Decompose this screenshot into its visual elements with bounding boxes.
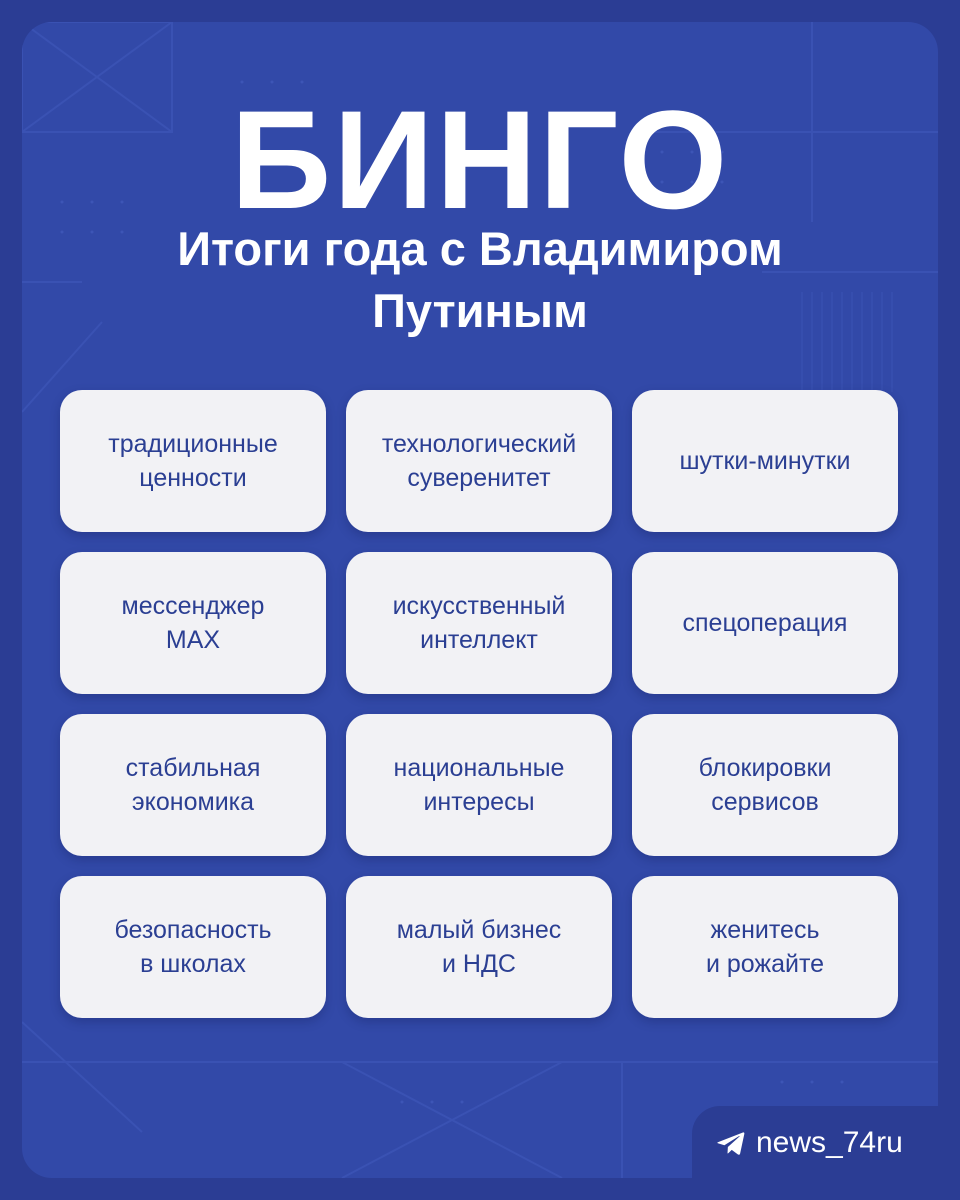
bingo-cell: шутки-минутки <box>632 390 898 532</box>
bingo-cell: спецоперация <box>632 552 898 694</box>
telegram-link[interactable] <box>716 1120 903 1166</box>
bingo-cell: технологический суверенитет <box>346 390 612 532</box>
page-subtitle: Итоги года с Владимиром Путиным <box>177 222 783 337</box>
bingo-cell: мессенджер MAX <box>60 552 326 694</box>
channel-handle: news_74ru <box>756 1126 903 1159</box>
bingo-cell: стабильная экономика <box>60 714 326 856</box>
telegram-icon <box>716 1128 746 1158</box>
bingo-cell: искусственный интеллект <box>346 552 612 694</box>
bingo-cell: национальные интересы <box>346 714 612 856</box>
bingo-cell: безопасность в школах <box>60 876 326 1018</box>
page-title: БИНГО <box>230 81 730 238</box>
bingo-grid <box>60 390 900 1018</box>
bingo-card <box>22 22 938 1178</box>
bingo-cell: женитесь и рожайте <box>632 876 898 1018</box>
bingo-cell: блокировки сервисов <box>632 714 898 856</box>
bingo-cell: традиционные ценности <box>60 390 326 532</box>
bingo-cell: малый бизнес и НДС <box>346 876 612 1018</box>
